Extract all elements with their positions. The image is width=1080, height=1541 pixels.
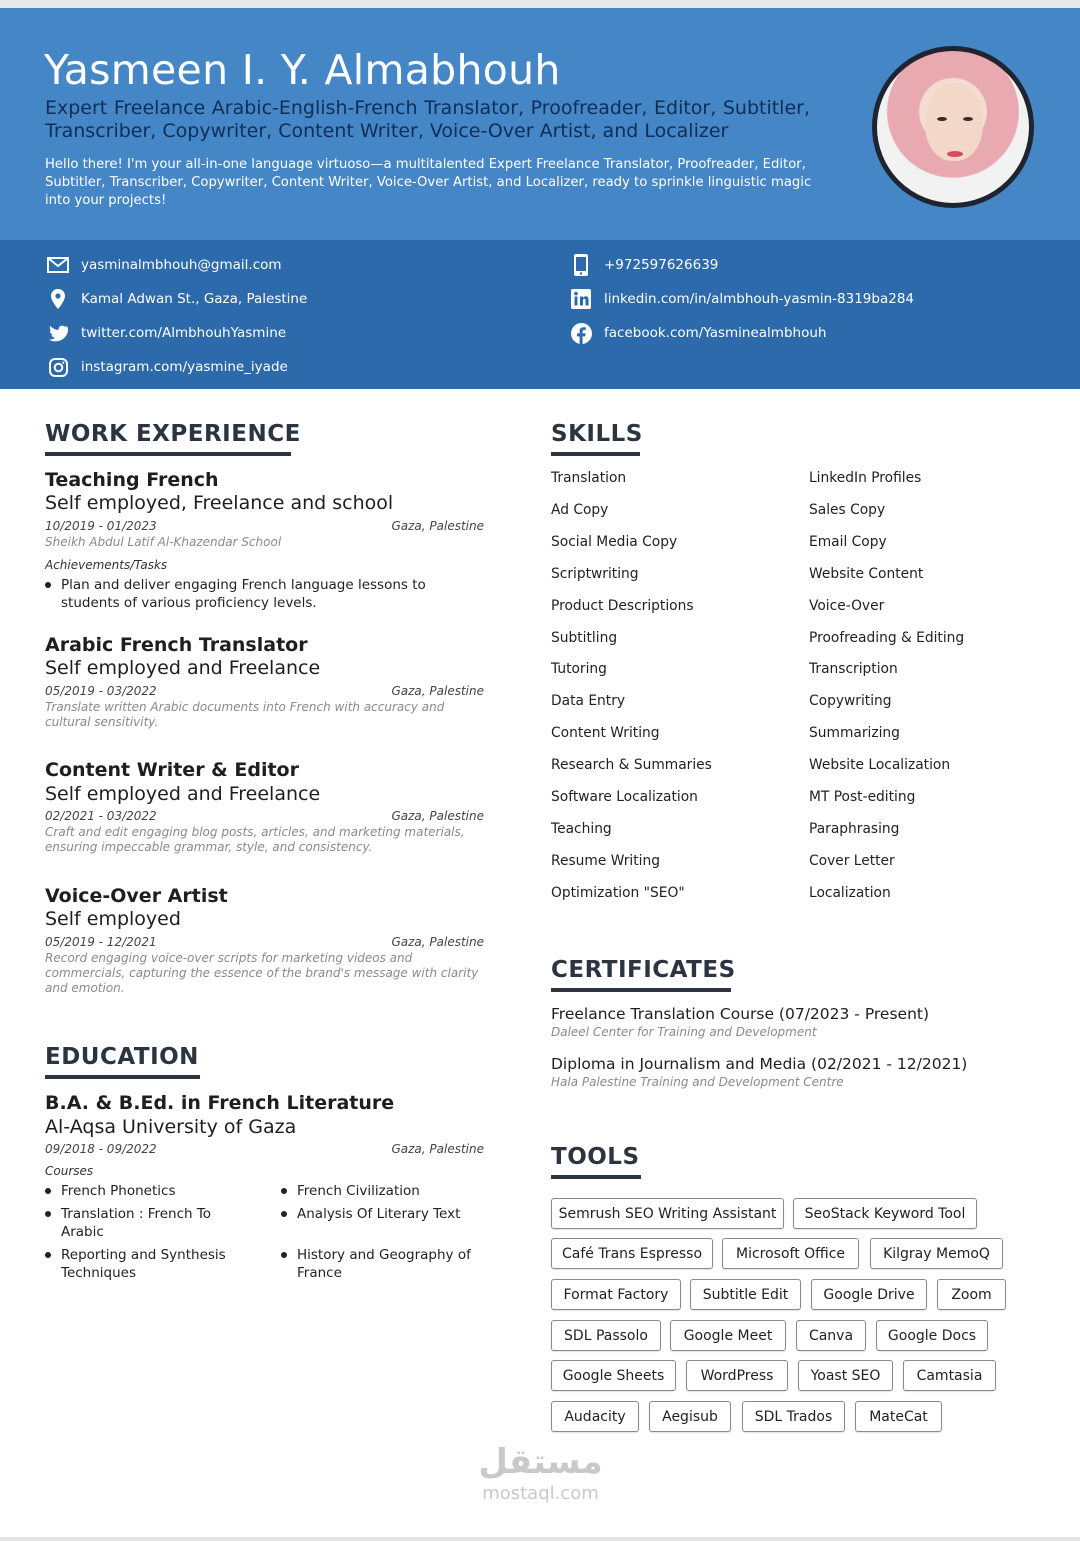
job-company: Self employed and Freelance <box>45 657 321 679</box>
skill-item: Resume Writing <box>551 853 660 869</box>
job-title: Content Writer & Editor <box>45 759 299 781</box>
contact-twitter[interactable] <box>47 322 286 344</box>
skill-item: Paraphrasing <box>809 821 900 837</box>
skills-heading: SKILLS <box>551 421 643 447</box>
job-title: Teaching French <box>45 469 219 491</box>
skill-item: Translation <box>551 470 627 486</box>
certificates-heading: CERTIFICATES <box>551 957 736 983</box>
course-item: History and Geography of France <box>297 1246 487 1282</box>
contact-phone[interactable] <box>570 254 718 276</box>
photo-eye <box>963 117 973 121</box>
tool-tag: Aegisub <box>649 1401 731 1432</box>
intro-text: Hello there! I'm your all-in-one language virtuoso—a multitalented Expert Freelance Translator, Proofreader, Editor, Subtitler, Transcriber, Copywriter, Content Writer, Voice-Over Artist, and Localizer, ready to sprinkle linguistic magic into your projects! <box>45 157 812 208</box>
tool-tag: Subtitle Edit <box>690 1279 801 1310</box>
facebook-text: facebook.com/Yasminealmbhouh <box>604 325 827 341</box>
candidate-name: Yasmeen I. Y. Almabhouh <box>44 46 561 94</box>
job-location: Gaza, Palestine <box>391 935 484 949</box>
job-date: 02/2021 - 03/2022 <box>45 809 157 823</box>
course-item: French Phonetics <box>61 1182 261 1200</box>
job-company: Self employed, Freelance and school <box>45 492 394 514</box>
mostaql-watermark <box>468 1440 613 1504</box>
heading-underline <box>45 1075 200 1079</box>
skill-item: Tutoring <box>551 661 607 677</box>
job-date: 05/2019 - 12/2021 <box>45 935 157 949</box>
skill-item: Teaching <box>551 821 612 837</box>
tool-tag: Canva <box>796 1320 866 1351</box>
skill-item: MT Post-editing <box>809 789 916 805</box>
achievements-label: Achievements/Tasks <box>45 558 168 572</box>
skill-item: Email Copy <box>809 534 887 550</box>
skill-item: Copywriting <box>809 693 892 709</box>
education-location: Gaza, Palestine <box>391 1142 484 1156</box>
tool-tag: Zoom <box>937 1279 1006 1310</box>
skill-item: Website Localization <box>809 757 951 773</box>
linkedin-icon <box>570 288 592 310</box>
skill-item: Voice-Over <box>809 598 885 614</box>
skill-item: Proofreading & Editing <box>809 630 965 646</box>
photo-lips <box>947 151 963 157</box>
profile-photo <box>872 46 1034 208</box>
instagram-icon <box>47 356 69 378</box>
contact-bar <box>0 240 1080 389</box>
certificate-org: Hala Palestine Training and Development Centre <box>551 1075 844 1089</box>
location-pin-icon <box>47 288 69 310</box>
job-title: Voice-Over Artist <box>45 885 228 907</box>
job-company: Self employed <box>45 908 181 930</box>
heading-underline <box>45 452 291 456</box>
skill-item: Ad Copy <box>551 502 609 518</box>
skill-item: Social Media Copy <box>551 534 678 550</box>
candidate-headline: Expert Freelance Arabic-English-French Translator, Proofreader, Editor, Subtitler, Transcriber, Copywriter, Content Writer, Voice-Over Artist, and Localizer <box>45 97 810 142</box>
job-date: 10/2019 - 01/2023 <box>45 519 157 533</box>
skill-item: Software Localization <box>551 789 698 805</box>
email-text: yasminalmbhouh@gmail.com <box>81 257 282 273</box>
tool-tag: Café Trans Espresso <box>551 1238 713 1269</box>
tool-tag: Yoast SEO <box>798 1360 893 1391</box>
skill-item: Cover Letter <box>809 853 895 869</box>
job-location: Gaza, Palestine <box>391 684 484 698</box>
tool-tag: Kilgray MemoQ <box>870 1238 1003 1269</box>
tool-tag: Audacity <box>551 1401 639 1432</box>
tool-tag: Microsoft Office <box>722 1238 859 1269</box>
tool-tag: Google Meet <box>670 1320 786 1351</box>
tool-tag: MateCat <box>855 1401 942 1432</box>
course-item: Reporting and Synthesis Techniques <box>61 1246 246 1282</box>
bottom-strip <box>0 1537 1080 1541</box>
certificate-org: Daleel Center for Training and Development <box>551 1025 817 1039</box>
course-item: French Civilization <box>297 1182 487 1200</box>
skill-item: Summarizing <box>809 725 900 741</box>
courses-label: Courses <box>45 1164 94 1178</box>
skill-item: Website Content <box>809 566 924 582</box>
instagram-text: instagram.com/yasmine_iyade <box>81 359 288 375</box>
contact-address <box>47 288 307 310</box>
contact-facebook[interactable] <box>570 322 826 344</box>
tool-tag: Semrush SEO Writing Assistant <box>551 1198 784 1229</box>
skill-item: Product Descriptions <box>551 598 694 614</box>
skill-item: Sales Copy <box>809 502 886 518</box>
skill-item: LinkedIn Profiles <box>809 470 922 486</box>
job-title: Arabic French Translator <box>45 634 308 656</box>
contact-instagram[interactable] <box>47 356 288 378</box>
tool-tag: SeoStack Keyword Tool <box>793 1198 977 1229</box>
mobile-phone-icon <box>570 254 592 276</box>
twitter-icon <box>47 322 69 344</box>
tool-tag: SDL Trados <box>742 1401 845 1432</box>
top-strip <box>0 0 1080 8</box>
tools-heading: TOOLS <box>551 1144 640 1170</box>
tool-tag: SDL Passolo <box>551 1320 661 1351</box>
school-name: Al-Aqsa University of Gaza <box>45 1116 297 1138</box>
skill-item: Transcription <box>809 661 898 677</box>
work-experience-heading: WORK EXPERIENCE <box>45 421 301 447</box>
education-heading: EDUCATION <box>45 1044 199 1070</box>
skill-item: Data Entry <box>551 693 626 709</box>
heading-underline <box>551 1175 641 1179</box>
skill-item: Localization <box>809 885 891 901</box>
job-date: 05/2019 - 03/2022 <box>45 684 157 698</box>
achievement-item: Plan and deliver engaging French language lessons to students of various proficiency levels. <box>61 576 481 612</box>
tool-tag: Google Drive <box>811 1279 927 1310</box>
tool-tag: Format Factory <box>551 1279 681 1310</box>
tool-tag: Google Sheets <box>551 1360 676 1391</box>
resume-header <box>0 8 1080 240</box>
photo-eye <box>937 117 947 121</box>
education-date: 09/2018 - 09/2022 <box>45 1142 157 1156</box>
skill-item: Content Writing <box>551 725 660 741</box>
facebook-icon <box>570 322 592 344</box>
heading-underline <box>551 988 731 992</box>
mail-icon <box>47 254 69 276</box>
contact-linkedin[interactable] <box>570 288 914 310</box>
skill-item: Optimization "SEO" <box>551 885 685 901</box>
certificate-title: Freelance Translation Course (07/2023 - Present) <box>551 1005 930 1023</box>
watermark-latin: mostaql.com <box>482 1483 599 1504</box>
phone-text: +972597626639 <box>604 257 719 273</box>
tool-tag: WordPress <box>686 1360 788 1391</box>
address-text: Kamal Adwan St., Gaza, Palestine <box>81 291 308 307</box>
job-location: Gaza, Palestine <box>391 519 484 533</box>
skill-item: Scriptwriting <box>551 566 639 582</box>
photo-face <box>925 83 983 161</box>
job-company: Self employed and Freelance <box>45 783 321 805</box>
contact-email[interactable] <box>47 254 282 276</box>
skill-item: Subtitling <box>551 630 618 646</box>
skill-item: Research & Summaries <box>551 757 712 773</box>
job-description: Translate written Arabic documents into French with accuracy and cultural sensitivity. <box>45 700 445 729</box>
job-description: Sheikh Abdul Latif Al-Khazendar School <box>45 535 282 549</box>
job-description: Craft and edit engaging blog posts, articles, and marketing materials, ensuring impeccable grammar, style, and consistency. <box>45 825 465 854</box>
course-item: Analysis Of Literary Text <box>297 1205 487 1223</box>
linkedin-text: linkedin.com/in/almbhouh-yasmin-8319ba284 <box>604 291 914 307</box>
tool-tag: Google Docs <box>876 1320 988 1351</box>
watermark-arabic: مستقل <box>478 1442 603 1482</box>
degree-title: B.A. & B.Ed. in French Literature <box>45 1092 395 1114</box>
certificate-title: Diploma in Journalism and Media (02/2021 - 12/2021) <box>551 1055 968 1073</box>
job-description: Record engaging voice-over scripts for marketing videos and commercials, capturing the essence of the brand's message with clarity and emotion. <box>45 951 479 995</box>
tool-tag: Camtasia <box>903 1360 996 1391</box>
job-location: Gaza, Palestine <box>391 809 484 823</box>
course-item: Translation : French To Arabic <box>61 1205 231 1241</box>
twitter-text: twitter.com/AlmbhouhYasmine <box>81 325 287 341</box>
heading-underline <box>551 452 640 456</box>
